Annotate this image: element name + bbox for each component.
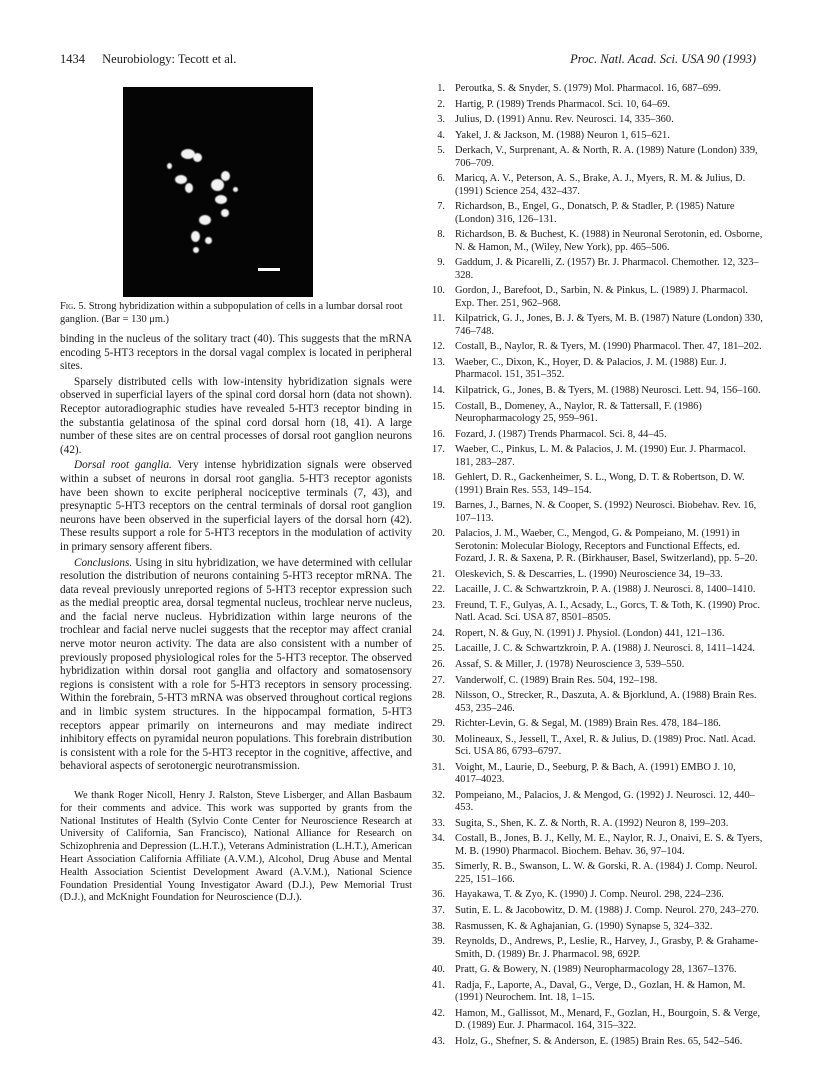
reference-item: [423, 341, 763, 353]
reference-text: Lacaille, J. C. & Schwartzkroin, P. A. (1988) J. Neurosci. 8, 1400–1410.: [455, 584, 756, 596]
hybridization-signal: [205, 237, 212, 244]
reference-item: [423, 313, 763, 338]
reference-text: Julius, D. (1991) Annu. Rev. Neurosci. 14, 335–360.: [455, 114, 674, 126]
reference-text: Oleskevich, S. & Descarries, L. (1990) Neuroscience 34, 19–33.: [455, 568, 723, 580]
reference-number: 18.: [432, 472, 445, 484]
running-header-left: [60, 52, 236, 67]
reference-text: Ropert, N. & Guy, N. (1991) J. Physiol. (London) 441, 121–136.: [455, 627, 725, 639]
acknowledgments: We thank Roger Nicoll, Henry J. Ralston, Steve Lisberger, and Allan Basbaum for their comments and advice. This work was supported by grants from the National Institutes of Health (Sylvio Conte Center for Neuroscience Research at University of California, San Francisco), National Alliance for Research on Schizophrenia and Depression (L.H.T.), Veterans Administration (L.H.T.), American Heart Association California Affiliate (A.V.M.), Alcohol, Drug Abuse and Mental Health Association Scientist Development Award (A.V.M.), National Science Foundation Presidential Young Investigator Award (D.J.), Pew Memorial Trust (D.J.), and McKnight Foundation for Neuroscience (D.J.).: [60, 790, 412, 904]
reference-text: Sugita, S., Shen, K. Z. & North, R. A. (1992) Neuron 8, 199–203.: [455, 817, 729, 829]
body-paragraph: binding in the nucleus of the solitary tract (40). This suggests that the mRNA encoding 5-HT3 receptors in the dorsal vagal complex is located in peripheral sites.: [60, 333, 412, 373]
reference-number: 3.: [437, 114, 445, 126]
reference-text: Waeber, C., Pinkus, L. M. & Palacios, J. M. (1990) Eur. J. Pharmacol. 181, 283–287.: [455, 444, 746, 468]
reference-item: [423, 401, 763, 426]
reference-text: Vanderwolf, C. (1989) Brain Res. 504, 192–198.: [455, 674, 658, 686]
reference-number: 37.: [432, 904, 445, 916]
reference-number: 4.: [437, 129, 445, 141]
reference-text: Costall, B., Jones, B. J., Kelly, M. E., Naylor, R. J., Onaivi, E. S. & Tyers, M. B. (1990) Pharmacol. Biochem. Behav. 36, 97–104.: [455, 833, 763, 857]
reference-number: 24.: [432, 627, 445, 639]
running-title: Neurobiology: Tecott et al.: [102, 52, 237, 66]
reference-text: Kilpatrick, G., Jones, B. & Tyers, M. (1988) Neurosci. Lett. 94, 156–160.: [455, 384, 761, 396]
reference-text: Molineaux, S., Jessell, T., Axel, R. & Julius, D. (1989) Proc. Natl. Acad. Sci. USA 86, 6793–6797.: [455, 733, 756, 758]
reference-text: Hamon, M., Gallissot, M., Menard, F., Gozlan, H., Bourgoin, S. & Verge, D. (1989) Eur. J. Pharmacol. 164, 315–322.: [455, 1007, 761, 1032]
reference-item: [423, 790, 763, 815]
reference-item: [423, 385, 763, 397]
reference-item: [423, 921, 763, 933]
reference-text: Nilsson, O., Strecker, R., Daszuta, A. & Bjorklund, A. (1988) Brain Res. 453, 235–246.: [455, 690, 757, 714]
reference-number: 26.: [432, 658, 445, 670]
figure-caption: [60, 300, 412, 326]
reference-item: [423, 936, 763, 961]
hybridization-signal: [221, 209, 229, 217]
reference-number: 30.: [432, 733, 445, 745]
journal-citation: Proc. Natl. Acad. Sci. USA 90 (1993): [570, 52, 756, 66]
reference-text: Hartig, P. (1989) Trends Pharmacol. Sci. 10, 64–69.: [455, 98, 671, 110]
reference-text: Gaddum, J. & Picarelli, Z. (1957) Br. J. Pharmacol. Chemother. 12, 323–328.: [455, 257, 759, 281]
reference-item: [423, 584, 763, 596]
reference-number: 41.: [432, 979, 445, 991]
reference-number: 25.: [432, 643, 445, 655]
reference-number: 14.: [432, 384, 445, 396]
reference-item: [423, 1036, 763, 1048]
reference-item: [423, 889, 763, 901]
reference-number: 36.: [432, 889, 445, 901]
reference-number: 20.: [432, 528, 445, 540]
reference-text: Assaf, S. & Miller, J. (1978) Neuroscience 3, 539–550.: [455, 658, 685, 670]
reference-list: [423, 83, 763, 1051]
scale-bar: [258, 268, 280, 271]
page-number: 1434: [60, 52, 85, 66]
reference-item: [423, 675, 763, 687]
reference-number: 40.: [432, 964, 445, 976]
reference-text: Fozard, J. (1987) Trends Pharmacol. Sci. 8, 44–45.: [455, 428, 667, 440]
reference-number: 1.: [437, 83, 445, 94]
reference-number: 34.: [432, 833, 445, 845]
reference-text: Rasmussen, K. & Aghajanian, G. (1990) Synapse 5, 324–332.: [455, 920, 713, 932]
reference-number: 6.: [437, 173, 445, 185]
reference-item: [423, 500, 763, 525]
hybridization-signal: [185, 183, 193, 193]
reference-number: 32.: [432, 789, 445, 801]
body-paragraph: Conclusions. Using in situ hybridization, we have determined with cellular resolution the distribution of neurons containing 5-HT3 receptor mRNA. The data reveal previously unreported regions of 5-HT3 receptor expression such as the medial preoptic area, dorsal tegmental nucleus, trochlear nerve nucleus, and the facial nerve nucleus. Hybridization within large neurons of the trochlear and facial nerve nuclei suggests that the receptor may affect cranial nerve motor neuron activity. The data are also consistent with a number of previously proposed physiological roles for the 5-HT3 receptor. The observed hybridization within dorsal root ganglia and olfactory and somatosensory regions is consistent with a role for 5-HT3 receptors in sensory processing. Within the forebrain, 5-HT3 mRNA was observed throughout cortical regions and in limbic system structures. In the hippocampal formation, 5-HT3 receptors appear primarily on interneurons and may mediate indirect inhibitory effects on pyramidal neuron populations. This forebrain distribution is consistent with a role for the 5-HT3 receptor in the cognitive, affective, and behavioral aspects of serotonergic neurotransmission.: [60, 556, 412, 773]
reference-item: [423, 357, 763, 382]
reference-item: [423, 229, 763, 254]
reference-number: 42.: [432, 1007, 445, 1019]
hybridization-signal: [221, 171, 230, 181]
reference-text: Radja, F., Laporte, A., Daval, G., Verge, D., Gozlan, H. & Hamon, M. (1991) Neurochem. Int. 18, 1–15.: [455, 979, 746, 1004]
micrograph-figure: [123, 87, 313, 297]
reference-number: 9.: [437, 257, 445, 269]
reference-number: 5.: [437, 145, 445, 157]
reference-number: 15.: [432, 400, 445, 412]
reference-number: 35.: [432, 861, 445, 873]
reference-number: 27.: [432, 674, 445, 686]
reference-number: 11.: [432, 313, 445, 325]
reference-item: [423, 1008, 763, 1033]
reference-text: Hayakawa, T. & Zyo, K. (1990) J. Comp. Neurol. 298, 224–236.: [455, 889, 724, 901]
section-heading: Conclusions.: [74, 556, 133, 569]
reference-number: 22.: [432, 584, 445, 596]
reference-number: 31.: [432, 761, 445, 773]
reference-item: [423, 643, 763, 655]
hybridization-signal: [211, 179, 224, 191]
reference-item: [423, 444, 763, 469]
reference-item: [423, 628, 763, 640]
reference-number: 33.: [432, 817, 445, 829]
reference-number: 29.: [432, 718, 445, 730]
reference-item: [423, 833, 763, 858]
reference-item: [423, 130, 763, 142]
reference-item: [423, 762, 763, 787]
reference-item: [423, 173, 763, 198]
reference-text: Sutin, E. L. & Jacobowitz, D. M. (1988) J. Comp. Neurol. 270, 243–270.: [455, 904, 759, 916]
reference-number: 39.: [432, 936, 445, 948]
reference-text: Palacios, J. M., Waeber, C., Mengod, G. & Pompeiano, M. (1991) in Serotonin: Molecular Biology, Receptors and Functional Effects, ed. Fozard, J. R. & Saxena, P. R. (Birkhauser, Basel, Switzerland), pp. 5–20.: [455, 528, 758, 564]
reference-number: 19.: [432, 500, 445, 512]
reference-text: Gehlert, D. R., Gackenheimer, S. L., Wong, D. T. & Robertson, D. W. (1991) Brain Res. 553, 149–154.: [455, 472, 745, 496]
reference-text: Voight, M., Laurie, D., Seeburg, P. & Bach, A. (1991) EMBO J. 10, 4017–4023.: [455, 761, 736, 786]
reference-item: [423, 718, 763, 730]
reference-item: [423, 659, 763, 671]
reference-item: [423, 429, 763, 441]
body-paragraph: Dorsal root ganglia. Very intense hybridization signals were observed within a subset of neurons in dorsal root ganglia. 5-HT3 receptor agonists have been shown to excite peripheral nociceptive terminals (7, 43), and presynaptic 5-HT3 receptors on the central terminals of dorsal root ganglion neurons have been observed in the superficial layers of the dorsal horn (42). These results support a role for 5-HT3 receptors in the modulation of activity in primary sensory afferent fibers.: [60, 459, 412, 553]
reference-text: Peroutka, S. & Snyder, S. (1979) Mol. Pharmacol. 16, 687–699.: [455, 83, 721, 94]
hybridization-signal: [167, 163, 172, 169]
reference-text: Kilpatrick, G. J., Jones, B. J. & Tyers, M. B. (1987) Nature (London) 330, 746–748.: [455, 313, 763, 337]
figure-caption-text: Strong hybridization within a subpopulation of cells in a lumbar dorsal root ganglion. (Bar = 130 μm.): [60, 301, 403, 325]
reference-number: 2.: [437, 98, 445, 110]
reference-text: Richardson, B., Engel, G., Donatsch, P. & Stadler, P. (1985) Nature (London) 316, 126–131.: [455, 201, 735, 225]
reference-number: 38.: [432, 920, 445, 932]
reference-text: Maricq, A. V., Peterson, A. S., Brake, A. J., Myers, R. M. & Julius, D. (1991) Science 254, 432–437.: [455, 173, 746, 197]
reference-item: [423, 964, 763, 976]
reference-number: 28.: [432, 690, 445, 702]
reference-number: 7.: [437, 201, 445, 213]
body-paragraph: Sparsely distributed cells with low-intensity hybridization signals were observed in superficial layers of the spinal cord dorsal horn (data not shown). Receptor autoradiographic studies have revealed 5-HT3 receptor binding in the substantia gelatinosa of the spinal cord dorsal horn (18, 41). A large number of these sites are on central processes of dorsal root ganglion neurons (42).: [60, 375, 412, 456]
reference-number: 16.: [432, 428, 445, 440]
reference-item: [423, 285, 763, 310]
reference-text: Derkach, V., Surprenant, A. & North, R. A. (1989) Nature (London) 339, 706–709.: [455, 145, 758, 169]
reference-text: Pompeiano, M., Palacios, J. & Mengod, G. (1992) J. Neurosci. 12, 440–453.: [455, 789, 755, 814]
reference-item: [423, 861, 763, 886]
reference-item: [423, 905, 763, 917]
reference-item: [423, 690, 763, 715]
reference-item: [423, 980, 763, 1005]
body-text: [60, 333, 412, 907]
reference-item: [423, 818, 763, 830]
reference-text: Yakel, J. & Jackson, M. (1988) Neuron 1, 615–621.: [455, 129, 670, 141]
reference-item: [423, 257, 763, 282]
reference-item: [423, 600, 763, 625]
hybridization-signal: [193, 153, 202, 162]
section-heading: Dorsal root ganglia.: [74, 459, 172, 472]
reference-number: 12.: [432, 341, 445, 353]
reference-text: Gordon, J., Barefoot, D., Sarbin, N. & Pinkus, L. (1989) J. Pharmacol. Exp. Ther. 251, 962–968.: [455, 285, 748, 309]
hybridization-signal: [191, 231, 200, 242]
reference-item: [423, 114, 763, 126]
reference-item: [423, 528, 763, 565]
reference-number: 23.: [432, 599, 445, 611]
reference-item: [423, 569, 763, 581]
hybridization-signal: [215, 195, 227, 204]
reference-text: Costall, B., Domeney, A., Naylor, R. & Tattersall, F. (1986) Neuropharmacology 25, 959–961.: [455, 400, 702, 424]
hybridization-signal: [233, 187, 238, 192]
reference-text: Waeber, C., Dixon, K., Hoyer, D. & Palacios, J. M. (1988) Eur. J. Pharmacol. 151, 351–352.: [455, 356, 727, 381]
reference-text: Richter-Levin, G. & Segal, M. (1989) Brain Res. 478, 184–186.: [455, 718, 721, 730]
reference-item: [423, 145, 763, 170]
reference-text: Costall, B., Naylor, R. & Tyers, M. (1990) Pharmacol. Ther. 47, 181–202.: [455, 341, 762, 353]
hybridization-signal: [199, 215, 211, 225]
reference-text: Lacaille, J. C. & Schwartzkroin, P. A. (1988) J. Neurosci. 8, 1411–1424.: [455, 643, 756, 655]
hybridization-signal: [193, 247, 199, 253]
reference-item: [423, 472, 763, 497]
reference-text: Freund, T. F., Gulyas, A. I., Acsady, L., Gorcs, T. & Toth, K. (1990) Proc. Natl. Acad. Sci. USA 87, 8501–8505.: [455, 599, 761, 624]
reference-number: 10.: [432, 285, 445, 297]
reference-item: [423, 83, 763, 95]
reference-text: Pratt, G. & Bowery, N. (1989) Neuropharmacology 28, 1367–1376.: [455, 964, 737, 976]
reference-text: Holz, G., Shefner, S. & Anderson, E. (1985) Brain Res. 65, 542–546.: [455, 1035, 743, 1047]
figure-label: Fig. 5.: [60, 301, 87, 312]
reference-number: 8.: [437, 229, 445, 241]
reference-number: 43.: [432, 1035, 445, 1047]
reference-text: Barnes, J., Barnes, N. & Cooper, S. (1992) Neurosci. Biobehav. Rev. 16, 107–113.: [455, 500, 757, 524]
hybridization-signal: [175, 175, 187, 184]
reference-item: [423, 99, 763, 111]
reference-item: [423, 734, 763, 759]
reference-number: 13.: [432, 356, 445, 368]
reference-item: [423, 201, 763, 226]
reference-text: Simerly, R. B., Swanson, L. W. & Gorski, R. A. (1984) J. Comp. Neurol. 225, 151–166.: [455, 861, 758, 885]
reference-text: Richardson, B. & Buchest, K. (1988) in Neuronal Serotonin, ed. Osborne, N. & Hamon, M., (Wiley, New York), pp. 465–506.: [455, 229, 763, 253]
reference-text: Reynolds, D., Andrews, P., Leslie, R., Harvey, J., Grasby, P. & Grahame-Smith, D. (1989) Br. J. Pharmacol. 98, 692P.: [455, 936, 759, 960]
reference-number: 21.: [432, 568, 445, 580]
reference-number: 17.: [432, 444, 445, 456]
